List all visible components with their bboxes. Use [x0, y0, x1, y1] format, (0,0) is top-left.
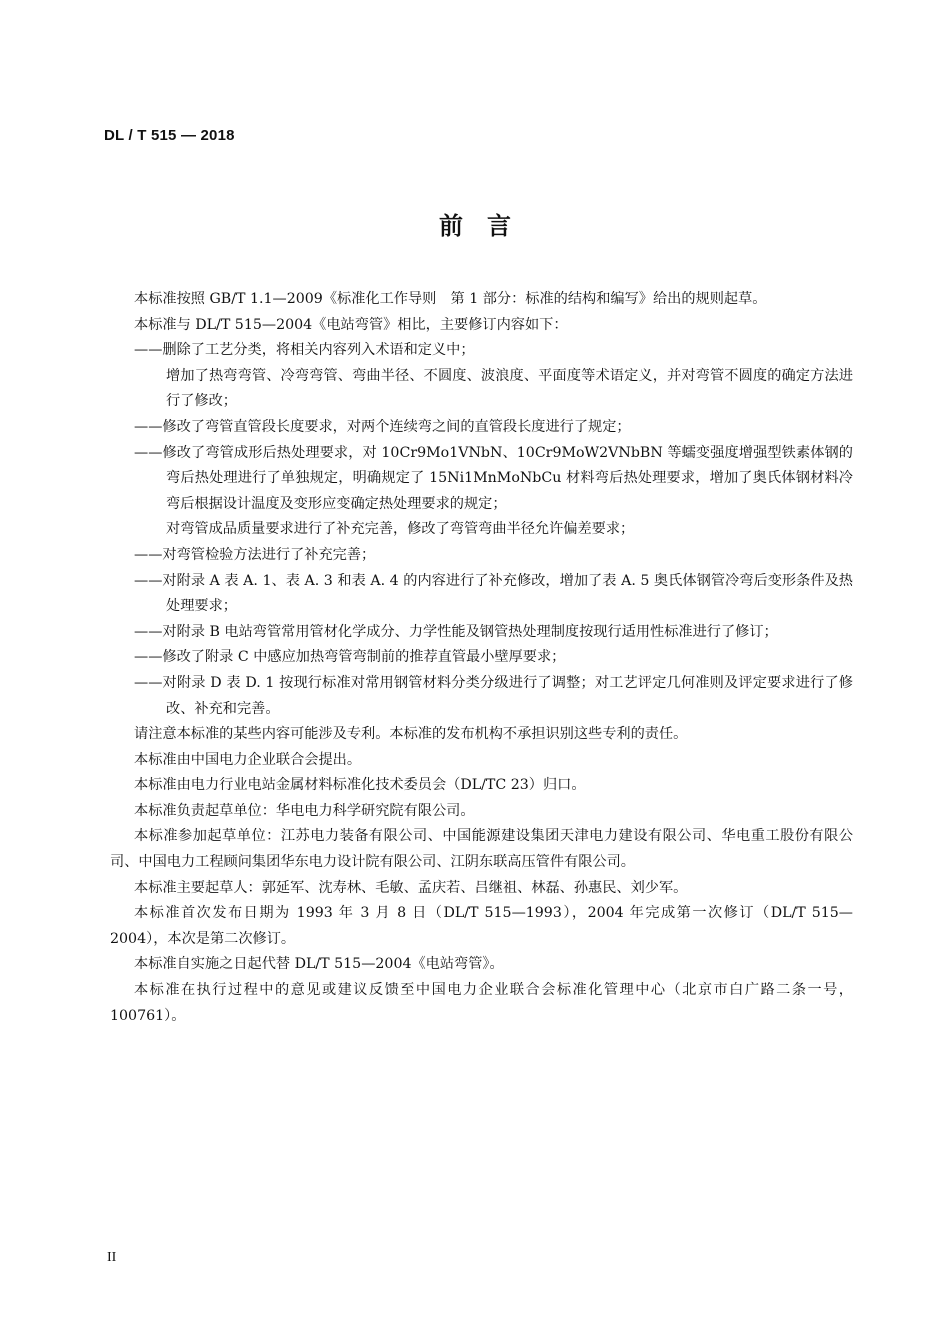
revision-subitem: 对弯管成品质量要求进行了补充完善，修改了弯管弯曲半径允许偏差要求； — [166, 521, 635, 538]
paragraph-feedback: 本标准在执行过程中的意见或建议反馈至中国电力企业联合会标准化管理中心（北京市白广路二条一号，100761）。 — [110, 982, 853, 1024]
paragraph-revision-intro: 本标准与 DL/T 515—2004《电站弯管》相比，主要修订内容如下： — [134, 316, 568, 333]
paragraph-proposer: 本标准由中国电力企业联合会提出。 — [134, 751, 362, 768]
revision-item: ——修改了附录 C 中感应加热弯管弯制前的推荐直管最小壁厚要求； — [134, 649, 566, 666]
revision-item: ——对附录 D 表 D. 1 按现行标准对常用钢管材料分类分级进行了调整；对工艺评定几何准则及评定要求进行了修改、补充和完善。 — [134, 674, 853, 717]
revision-item: ——修改了弯管直管段长度要求，对两个连续弯之间的直管段长度进行了规定； — [134, 418, 631, 435]
standard-code-header: DL / T 515 — 2018 — [104, 127, 235, 144]
paragraph-main-drafters: 本标准主要起草人：郭延军、沈寿林、毛敏、孟庆若、吕继祖、林磊、孙惠民、刘少军。 — [134, 879, 688, 896]
paragraph-release-history: 本标准首次发布日期为 1993 年 3 月 8 日（DL/T 515—1993），2004 年完成第一次修订（DL/T 515—2004），本次是第二次修订。 — [110, 905, 853, 947]
revision-item: ——修改了弯管成形后热处理要求，对 10Cr9Mo1VNbN、10Cr9MoW2VNbBN 等蠕变强度增强型铁素体钢的弯后热处理进行了单独规定，明确规定了 15Ni1MnMoNbCu 材料弯后热处理要求，增加了奥氏体钢材料冷弯后根据设计温度及变形应变确定热处理要求的规定； — [134, 444, 853, 512]
paragraph-committee: 本标准由电力行业电站金属材料标准化技术委员会（DL/TC 23）归口。 — [134, 777, 586, 794]
paragraph-patent-notice: 请注意本标准的某些内容可能涉及专利。本标准的发布机构不承担识别这些专利的责任。 — [134, 726, 688, 743]
revision-item: ——对弯管检验方法进行了补充完善； — [134, 546, 376, 563]
revision-item: ——删除了工艺分类，将相关内容列入术语和定义中； — [134, 342, 475, 359]
page-title: 前 言 — [439, 212, 511, 240]
revision-item: ——对附录 B 电站弯管常用管材化学成分、力学性能及钢管热处理制度按现行适用性标准进行了修订； — [134, 623, 778, 640]
revision-item: ——对附录 A 表 A. 1、表 A. 3 和表 A. 4 的内容进行了补充修改，增加了表 A. 5 奥氏体钢管冷弯后变形条件及热处理要求； — [134, 572, 853, 615]
foreword-body — [110, 287, 853, 1029]
paragraph-replacement: 本标准自实施之日起代替 DL/T 515—2004《电站弯管》。 — [134, 956, 504, 973]
paragraph-participating-drafters: 本标准参加起草单位：江苏电力装备有限公司、中国能源建设集团天津电力建设有限公司、华电重工股份有限公司、中国电力工程顾问集团华东电力设计院有限公司、江阴东联高压管件有限公司。 — [110, 828, 853, 871]
page-number: II — [107, 1250, 117, 1265]
paragraph-drafting-rules: 本标准按照 GB/T 1.1—2009《标准化工作导则 第 1 部分：标准的结构和编写》给出的规则起草。 — [134, 291, 767, 307]
paragraph-lead-drafter: 本标准负责起草单位：华电电力科学研究院有限公司。 — [134, 802, 475, 819]
revision-subitem: 增加了热弯弯管、冷弯弯管、弯曲半径、不圆度、波浪度、平面度等术语定义，并对弯管不圆度的确定方法进行了修改； — [166, 367, 853, 410]
